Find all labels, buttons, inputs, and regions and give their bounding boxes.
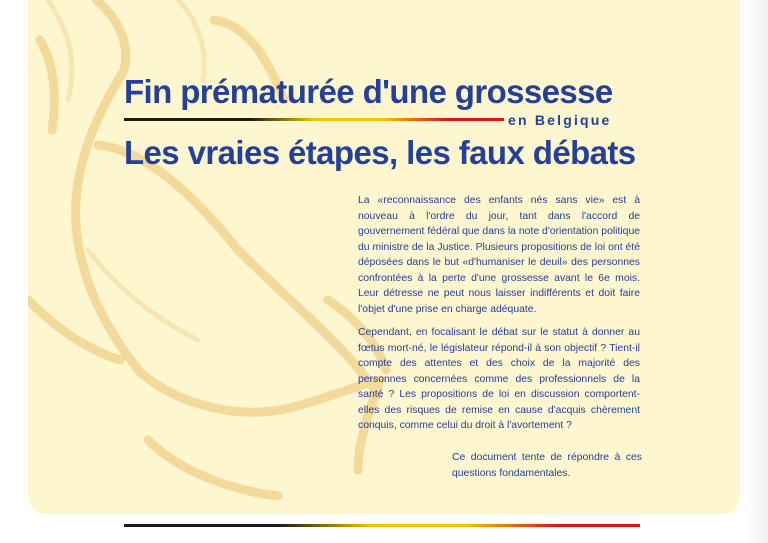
intro-text <box>358 193 640 442</box>
belgian-flag-rule-bottom <box>124 524 640 527</box>
document-subtitle: en Belgique <box>508 112 612 128</box>
document-title-secondary: Les vraies étapes, les faux débats <box>124 134 636 171</box>
paragraph-2: Cependant, en focalisant le débat sur le statut à donner au fœtus mort-né, le législateur répond-il à son objectif ? Tient-il compte des attentes et des choix de la majorité des personnes concernées comme des professionnels de la santé ? Les propositions de loi en discussion comportent-elles des risques de remise en cause d'acquis chèrement conquis, comme celui du droit à l'avortement ? <box>358 327 640 431</box>
page-right-edge <box>746 0 768 543</box>
belgian-flag-rule-top <box>124 118 504 121</box>
paragraph-1: La «reconnaissance des enfants nés sans vie» est à nouveau à l'ordre du jour, tant dans l'accord de gouvernement fédéral que dans la note d'orientation politique du ministre de la Justice. Plusieurs propositions de loi ont été déposées dans le but «d'humaniser le deuil» des personnes confrontées à la perte d'une grossesse avant le 6e mois. Leur détresse ne peut nous laisser indifférents et doit faire l'objet d'une prise en charge adéquate. <box>358 195 640 315</box>
document-title: Fin prématurée d'une grossesse <box>124 73 613 110</box>
closing-paragraph: Ce document tente de répondre à ces questions fondamentales. <box>452 452 642 479</box>
